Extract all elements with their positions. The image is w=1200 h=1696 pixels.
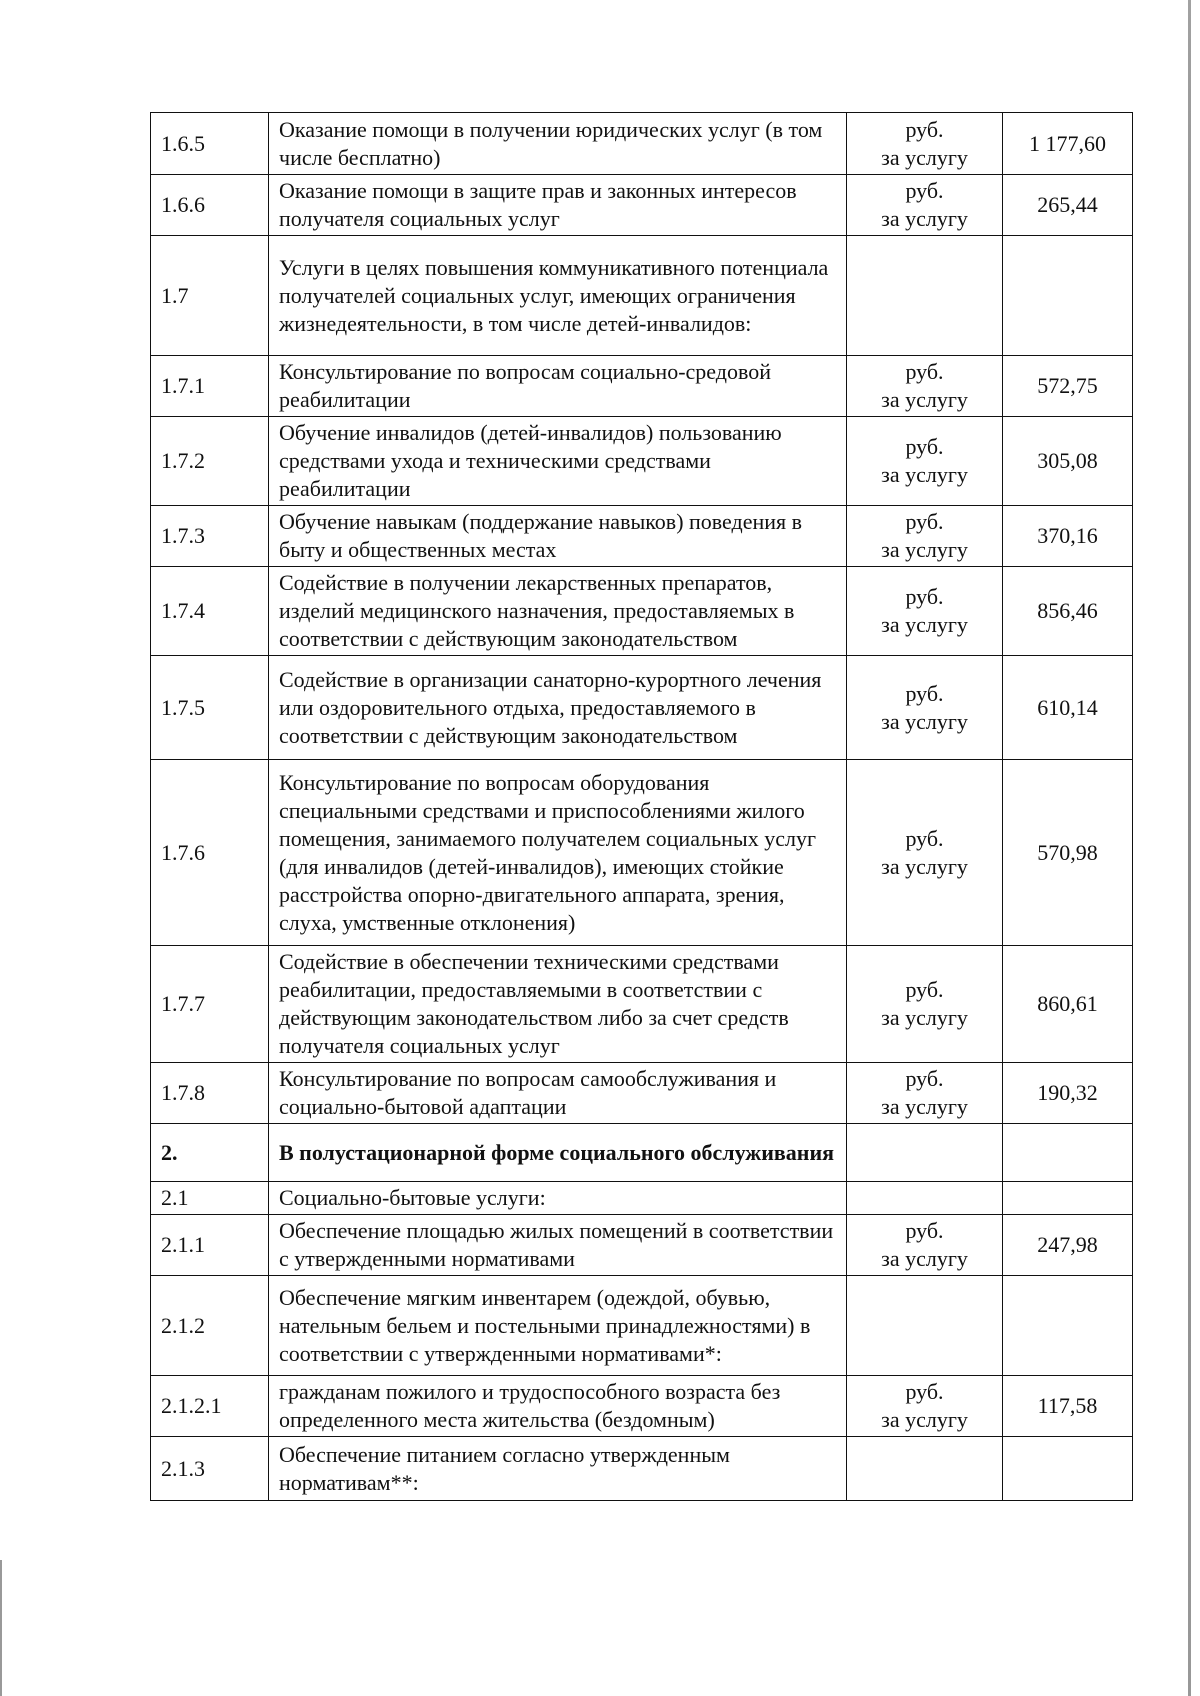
row-service-name: Обеспечение питанием согласно утвержденным нормативам**:	[269, 1437, 847, 1501]
row-unit-currency: руб.	[905, 584, 944, 609]
row-unit-currency: руб.	[905, 1379, 944, 1404]
table-row	[151, 946, 1133, 1063]
table-row	[151, 567, 1133, 656]
scan-edge-right	[1188, 0, 1191, 1696]
row-unit-per: за услугу	[881, 387, 968, 412]
row-unit	[847, 356, 1003, 417]
row-code: 1.7.3	[151, 506, 269, 567]
table-row	[151, 1376, 1133, 1437]
row-unit	[847, 417, 1003, 506]
row-unit-currency: руб.	[905, 825, 944, 851]
row-unit	[847, 236, 1003, 356]
table-row	[151, 1182, 1133, 1215]
row-unit-per: за услугу	[881, 462, 968, 487]
row-unit	[847, 1063, 1003, 1124]
row-unit-per: за услугу	[881, 206, 968, 231]
row-unit	[847, 1215, 1003, 1276]
row-code: 1.7.1	[151, 356, 269, 417]
row-service-name: Услуги в целях повышения коммуникативного потенциала получателей социальных услуг, имеющих ограничения жизнедеятельности, в том числе детей-инвалидов:	[269, 236, 847, 356]
row-unit	[847, 1437, 1003, 1501]
row-unit-currency: руб.	[905, 1218, 944, 1243]
row-code: 2.1	[151, 1182, 269, 1215]
row-unit	[847, 1182, 1003, 1215]
row-code: 1.7	[151, 236, 269, 356]
row-code: 1.7.5	[151, 656, 269, 760]
row-price: 370,16	[1003, 506, 1133, 567]
row-price: 570,98	[1003, 760, 1133, 946]
row-code: 2.1.2	[151, 1276, 269, 1376]
row-unit-per: за услугу	[881, 1005, 968, 1030]
tariff-table	[150, 112, 1133, 1501]
row-unit-currency: руб.	[905, 434, 944, 459]
row-service-name: Обеспечение мягким инвентарем (одеждой, обувью, нательным бельем и постельными принадлежностями) в соответствии с утвержденными нормативами*:	[269, 1276, 847, 1376]
row-price	[1003, 1276, 1133, 1376]
row-code: 2.1.2.1	[151, 1376, 269, 1437]
row-unit-per: за услугу	[881, 1094, 968, 1119]
row-service-name: Оказание помощи в защите прав и законных интересов получателя социальных услуг	[269, 175, 847, 236]
row-code: 1.7.4	[151, 567, 269, 656]
row-unit-per: за услугу	[881, 537, 968, 562]
row-unit-currency: руб.	[905, 178, 944, 203]
row-unit	[847, 567, 1003, 656]
row-code: 1.7.6	[151, 760, 269, 946]
row-unit	[847, 113, 1003, 175]
row-unit	[847, 1276, 1003, 1376]
table-row	[151, 236, 1133, 356]
row-unit	[847, 1124, 1003, 1182]
scan-edge-left	[0, 1560, 2, 1696]
table-row	[151, 356, 1133, 417]
row-price	[1003, 1437, 1133, 1501]
row-unit-currency: руб.	[905, 1066, 944, 1091]
row-service-name: Содействие в организации санаторно-курортного лечения или оздоровительного отдыха, предоставляемого в соответствии с действующим законодательством	[269, 656, 847, 760]
row-unit-currency: руб.	[905, 680, 944, 706]
row-service-name: гражданам пожилого и трудоспособного возраста без определенного места жительства (бездомным)	[269, 1376, 847, 1437]
row-unit	[847, 175, 1003, 236]
row-code: 2.	[151, 1124, 269, 1182]
row-unit-per: за услугу	[881, 1246, 968, 1271]
row-unit	[847, 656, 1003, 760]
row-price: 572,75	[1003, 356, 1133, 417]
table-row	[151, 1063, 1133, 1124]
table-row	[151, 1276, 1133, 1376]
row-price: 856,46	[1003, 567, 1133, 656]
row-service-name: Социально-бытовые услуги:	[269, 1182, 847, 1215]
row-service-name: Обучение навыкам (поддержание навыков) поведения в быту и общественных местах	[269, 506, 847, 567]
row-price	[1003, 1182, 1133, 1215]
row-price: 610,14	[1003, 656, 1133, 760]
table-row	[151, 417, 1133, 506]
row-unit-per: за услугу	[881, 853, 968, 879]
row-service-name: Консультирование по вопросам социально-средовой реабилитации	[269, 356, 847, 417]
row-price: 247,98	[1003, 1215, 1133, 1276]
row-code: 1.7.7	[151, 946, 269, 1063]
row-unit-currency: руб.	[905, 359, 944, 384]
row-unit	[847, 1376, 1003, 1437]
table-row	[151, 656, 1133, 760]
table-row	[151, 1437, 1133, 1501]
row-price	[1003, 1124, 1133, 1182]
row-price: 860,61	[1003, 946, 1133, 1063]
row-unit-per: за услугу	[881, 708, 968, 734]
row-code: 1.6.5	[151, 113, 269, 175]
row-unit-currency: руб.	[905, 116, 944, 142]
row-unit	[847, 506, 1003, 567]
row-service-name: Содействие в получении лекарственных препаратов, изделий медицинского назначения, предоставляемых в соответствии с действующим законодательством	[269, 567, 847, 656]
table-row	[151, 175, 1133, 236]
row-service-name: В полустационарной форме социального обслуживания	[269, 1124, 847, 1182]
row-unit	[847, 946, 1003, 1063]
row-unit	[847, 760, 1003, 946]
row-service-name: Обеспечение площадью жилых помещений в соответствии с утвержденными нормативами	[269, 1215, 847, 1276]
row-service-name: Консультирование по вопросам самообслуживания и социально-бытовой адаптации	[269, 1063, 847, 1124]
table-row	[151, 113, 1133, 175]
table-row	[151, 506, 1133, 567]
row-service-name: Консультирование по вопросам оборудования специальными средствами и приспособлениями жилого помещения, занимаемого получателем социальных услуг (для инвалидов (детей-инвалидов), имеющих стойкие расстройства опорно-двигательного аппарата, зрения, слуха, умственные отклонения)	[269, 760, 847, 946]
row-service-name: Обучение инвалидов (детей-инвалидов) пользованию средствами ухода и техническими средствами реабилитации	[269, 417, 847, 506]
tariff-table-body	[151, 113, 1133, 1501]
row-price: 1 177,60	[1003, 113, 1133, 175]
row-price: 190,32	[1003, 1063, 1133, 1124]
row-service-name: Содействие в обеспечении техническими средствами реабилитации, предоставляемыми в соответствии с действующим законодательством либо за счет средств получателя социальных услуг	[269, 946, 847, 1063]
table-row	[151, 1215, 1133, 1276]
row-code: 1.7.8	[151, 1063, 269, 1124]
row-unit-currency: руб.	[905, 509, 944, 534]
row-code: 1.7.2	[151, 417, 269, 506]
row-price: 117,58	[1003, 1376, 1133, 1437]
row-code: 2.1.3	[151, 1437, 269, 1501]
row-code: 1.6.6	[151, 175, 269, 236]
row-unit-per: за услугу	[881, 612, 968, 637]
table-row	[151, 1124, 1133, 1182]
row-unit-per: за услугу	[881, 1407, 968, 1432]
row-price: 305,08	[1003, 417, 1133, 506]
table-row	[151, 760, 1133, 946]
row-code: 2.1.1	[151, 1215, 269, 1276]
row-unit-per: за услугу	[881, 144, 968, 170]
row-unit-currency: руб.	[905, 977, 944, 1002]
row-service-name: Оказание помощи в получении юридических услуг (в том числе бесплатно)	[269, 113, 847, 175]
row-price	[1003, 236, 1133, 356]
row-price: 265,44	[1003, 175, 1133, 236]
